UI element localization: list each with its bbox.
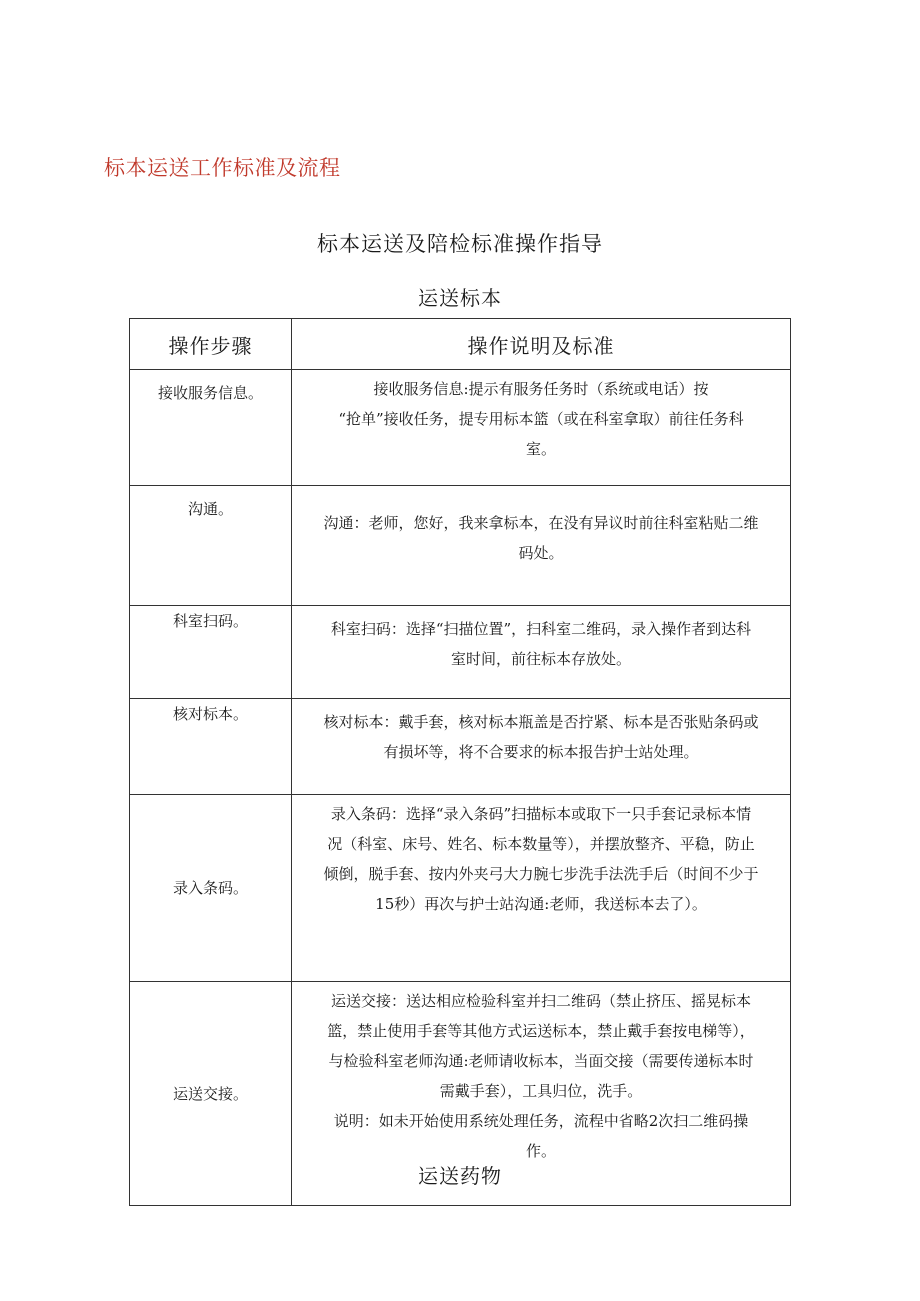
description-cell <box>292 370 791 486</box>
description-line: 室时间，前往标本存放处。 <box>450 650 631 668</box>
step-cell <box>130 370 292 486</box>
header-step: 操作步骤 <box>130 319 292 370</box>
description-line: 科室扫码：选择“扫描位置”，扫科室二维码，录入操作者到达科 <box>330 620 752 638</box>
table-row <box>130 699 791 795</box>
step-label: 科室扫码。 <box>172 612 248 630</box>
step-cell <box>130 699 292 795</box>
description-line: 与检验科室老师沟通:老师请收标本，当面交接（需要传递标本时 <box>328 1052 754 1070</box>
description-cell <box>292 606 791 699</box>
description-line: 况（科室、床号、姓名、标本数量等），并摆放整齐、平稳，防止 <box>327 835 755 853</box>
description-line: 室。 <box>525 440 556 458</box>
description-line: 篮，禁止使用手套等其他方式运送标本，禁止戴手套按电梯等）， <box>327 1022 755 1040</box>
table-row <box>130 370 791 486</box>
description-cell <box>292 699 791 795</box>
section-title-specimen: 运送标本 <box>418 286 502 310</box>
description-line: 有损坏等，将不合要求的标本报告护士站处理。 <box>383 743 699 761</box>
description-line: 接收服务信息:提示有服务任务时（系统或电话）按 <box>373 380 709 398</box>
step-label: 核对标本。 <box>172 705 248 723</box>
step-label: 录入条码。 <box>172 879 248 897</box>
description-line: 运送交接：送达相应检验科室并扫二维码（禁止挤压、摇晃标本 <box>330 992 751 1010</box>
step-label: 沟通。 <box>187 500 233 518</box>
description-line: 作。 <box>525 1142 556 1160</box>
step-cell <box>130 486 292 606</box>
description-line: 核对标本：戴手套，核对标本瓶盖是否拧紧、标本是否张贴条码或 <box>323 713 759 731</box>
description-line: 码处。 <box>518 544 564 562</box>
header-description: 操作说明及标准 <box>292 319 791 370</box>
step-cell <box>130 795 292 982</box>
step-label: 运送交接。 <box>172 1084 248 1103</box>
procedure-table <box>129 318 791 1206</box>
table-row <box>130 486 791 606</box>
description-line: 15秒）再次与护士站沟通:老师，我送标本去了）。 <box>375 895 707 913</box>
description-cell <box>292 795 791 982</box>
step-cell <box>130 606 292 699</box>
step-label: 接收服务信息。 <box>157 384 263 402</box>
table-row <box>130 606 791 699</box>
table-header-row <box>130 319 791 370</box>
description-line: 倾倒，脱手套、按内外夹弓大力腕七步洗手法洗手后（时间不少于 <box>323 865 759 883</box>
section-title-medicine: 运送药物 <box>418 1164 502 1188</box>
description-line: 需戴手套），工具归位，洗手。 <box>439 1082 643 1100</box>
document-title: 标本运送及陪检标准操作指导 <box>317 232 603 256</box>
description-line: 说明：如未开始使用系统处理任务，流程中省略2次扫二维码操 <box>333 1112 749 1130</box>
description-cell <box>292 486 791 606</box>
table-row <box>130 795 791 982</box>
description-line: 录入条码：选择“录入条码”扫描标本或取下一只手套记录标本情 <box>330 805 752 823</box>
document-heading: 标本运送工作标准及流程 <box>104 156 341 180</box>
description-line: “抢单”接收任务，提专用标本篮（或在科室拿取）前往任务科 <box>338 410 744 428</box>
description-line: 沟通：老师，您好，我来拿标本，在没有异议时前往科室粘贴二维 <box>323 514 759 532</box>
